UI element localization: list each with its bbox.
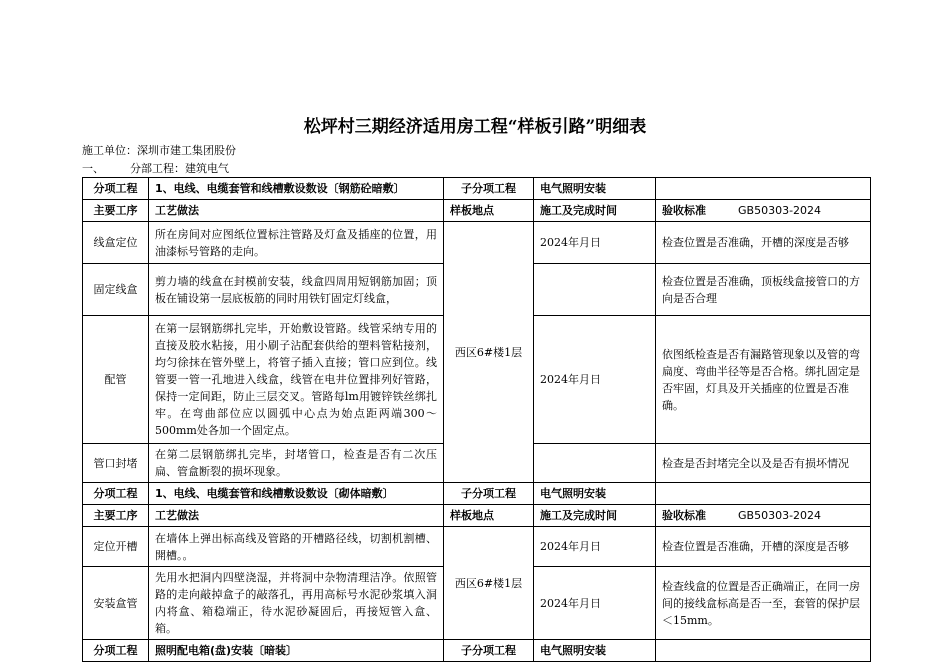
- fenxiang-label: 分项工程: [83, 640, 149, 662]
- zifenxiang-label: 子分项工程: [444, 640, 534, 662]
- zifenxiang-label: 子分项工程: [444, 483, 534, 505]
- standard-code: GB50303-2024: [738, 509, 822, 522]
- time-cell: 2024年月日: [534, 316, 656, 444]
- method-cell: 剪力墙的线盒在封模前安装，线盒四周用短钢筋加固；顶板在铺设第一层底板筋的同时用铁钉固定灯线盒，: [149, 264, 444, 316]
- standard-code: GB50303-2024: [738, 204, 822, 217]
- step-cell: 线盒定位: [83, 222, 149, 264]
- criteria-cell: 检查位置是否准确，开槽的深度是否够: [656, 222, 871, 264]
- method-cell: 在第二层钢筋绑扎完毕，封堵管口，检查是否有二次压扁、管盒断裂的损坏现象。: [149, 444, 444, 483]
- empty-cell: [656, 483, 871, 505]
- fenxiang-label: 分项工程: [83, 178, 149, 200]
- method-cell: 在第一层钢筋绑扎完毕，开始敷设管路。线管采纳专用的直接及胶水粘接，用小刷子沾配套供给的塑料管粘接剂，均匀徐抹在管外壁上，将管子插入直接；管口应到位。线管要一管一孔地进入线盒，线管在电井位置排列好管路，保持一定间距，防止三层交叉。管路每lm用镀锌铁丝绑扎牢。在弯曲部位应以圆弧中心点为始点距两端300～500mm处各加一个固定点。: [149, 316, 444, 444]
- criteria-cell: 检查位置是否准确，顶板线盒接管口的方向是否合理: [656, 264, 871, 316]
- method-cell: 在墙体上弹出标高线及管路的开槽路径线，切割机割槽、開槽。。: [149, 527, 444, 567]
- time-cell: [534, 264, 656, 316]
- location-header: 样板地点: [444, 505, 534, 527]
- criteria-header-label: 验收标准: [662, 509, 706, 522]
- table-row: [83, 527, 871, 567]
- step-cell: 定位开槽: [83, 527, 149, 567]
- section-number: 一、: [82, 162, 104, 175]
- zifenxiang-label: 子分项工程: [444, 178, 534, 200]
- table-row: [83, 178, 871, 200]
- table-row: [83, 483, 871, 505]
- zifenxiang-value: 电气照明安装: [534, 483, 656, 505]
- step-cell: 配管: [83, 316, 149, 444]
- step-cell: 管口封堵: [83, 444, 149, 483]
- table-row: [83, 640, 871, 662]
- empty-cell: [656, 640, 871, 662]
- fenxiang-label: 分项工程: [83, 483, 149, 505]
- time-header: 施工及完成时间: [534, 505, 656, 527]
- criteria-header-label: 验收标准: [662, 204, 706, 217]
- table-row: [83, 200, 871, 222]
- section-label: 分部工程：建筑电气: [130, 162, 229, 175]
- zifenxiang-value: 电气照明安装: [534, 178, 656, 200]
- time-cell: 2024年月日: [534, 567, 656, 640]
- location-header: 样板地点: [444, 200, 534, 222]
- fenxiang-value: 1、电线、电缆套管和线槽敷设数设〔砌体暗敷〕: [149, 483, 444, 505]
- fenxiang-value: 照明配电箱(盘)安装〔暗装〕: [149, 640, 444, 662]
- page-title: 松坪村三期经济适用房工程“样板引路”明细表: [303, 117, 647, 137]
- location-cell: 西区6#楼1层: [444, 222, 534, 483]
- criteria-cell: 检查位置是否准确，开槽的深度是否够: [656, 527, 871, 567]
- step-header: 主要工序: [83, 505, 149, 527]
- table-row: [83, 505, 871, 527]
- section-heading: [82, 160, 229, 176]
- step-header: 主要工序: [83, 200, 149, 222]
- table-row: [83, 222, 871, 264]
- location-cell: 西区6#楼1层: [444, 527, 534, 640]
- fenxiang-value: 1、电线、电缆套管和线槽敷设数设〔钢筋砼暗敷〕: [149, 178, 444, 200]
- zifenxiang-value: 电气照明安装: [534, 640, 656, 662]
- criteria-header: [656, 505, 871, 527]
- method-cell: 先用水把洞内四壁浇湿，并将洞中杂物清理洁净。依照管路的走向敲掉盒子的敲落孔，再用高标号水泥砂浆填入洞内将盒、箱稳端正，待水泥砂凝固后，再接短管入盒、箱。: [149, 567, 444, 640]
- criteria-cell: 依图纸检查是否有漏路管现象以及管的弯扁度、弯曲半径等是否合格。绑扎固定是否牢固，灯具及开关插座的位置是否准确。: [656, 316, 871, 444]
- step-cell: 固定线盒: [83, 264, 149, 316]
- method-header: 工艺做法: [149, 505, 444, 527]
- empty-cell: [656, 178, 871, 200]
- time-cell: 2024年月日: [534, 527, 656, 567]
- time-cell: [534, 444, 656, 483]
- criteria-cell: 检查是否封堵完全以及是否有损坏情况: [656, 444, 871, 483]
- detail-table: [82, 177, 871, 662]
- criteria-header: [656, 200, 871, 222]
- criteria-cell: 检查线盒的位置是否正确端正，在同一房间的接线盒标高是否一至，套管的保护层＜15mm。: [656, 567, 871, 640]
- time-header: 施工及完成时间: [534, 200, 656, 222]
- time-cell: 2024年月日: [534, 222, 656, 264]
- step-cell: 安装盒管: [83, 567, 149, 640]
- construction-company: 施工单位：深圳市建工集团股份: [82, 144, 236, 157]
- method-cell: 所在房间对应图纸位置标注管路及灯盒及插座的位置，用油漆标号管路的走向。: [149, 222, 444, 264]
- method-header: 工艺做法: [149, 200, 444, 222]
